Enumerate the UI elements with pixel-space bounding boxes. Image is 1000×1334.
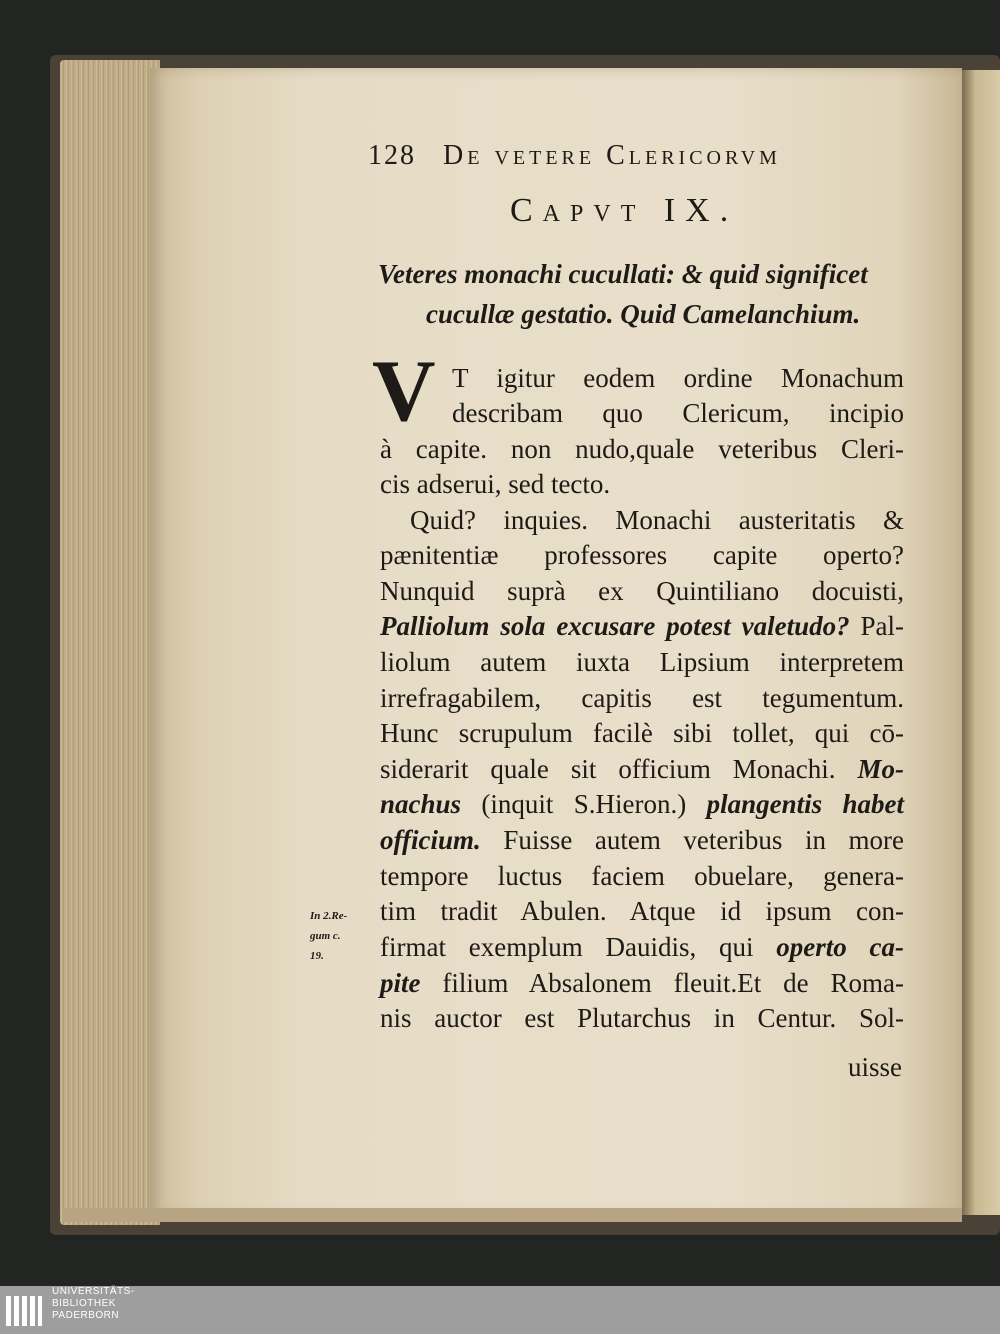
chapter-title-line: cucullæ gestatio. Quid Camelanchium. [426,299,861,329]
body-line: T igitur eodem ordine Monachum [452,363,904,393]
drop-capital: V [372,343,436,440]
margin-note-line: gum c. [310,930,341,942]
body-line [380,610,904,642]
italic-text: operto ca- [776,932,905,962]
catchword: uisse [848,1052,902,1082]
body-line: liolum autem iuxta Lipsium interpretem [380,647,904,677]
logo-line: UNIVERSITÄTS- [52,1286,135,1297]
body-line: Hunc scrupulum facilè sibi tollet, qui cō- [380,718,904,748]
library-logo-icon [4,1290,44,1330]
text: Pal- [849,611,904,641]
body-line: Nunquid suprà ex Quintiliano docuisti, [380,576,904,606]
library-logo-text [52,1286,192,1322]
italic-text: Palliolum sola excusare potest valetudo? [380,611,850,641]
text: siderarit quale sit officium Monachi. [380,754,858,784]
chapter-title-line: Veteres monachi cucullati: & quid significet [378,259,868,289]
body-line: tim tradit Abulen. Atque id ipsum con- [380,896,904,926]
italic-text: plangentis habet [706,789,904,819]
body-line: Quid? inquies. Monachi austeritatis & [410,505,904,535]
body-line: cis adserui, sed tecto. [380,469,611,499]
body-line: irrefragabilem, capitis est tegumentum. [380,683,904,713]
text: (inquit S.Hieron.) [461,789,707,819]
italic-text: officium. [380,825,481,855]
body-line [380,788,904,820]
italic-text: nachus [380,789,462,819]
text: firmat exemplum Dauidis, qui [380,932,777,962]
italic-text: Mo- [857,754,904,784]
margin-note-line: 19. [310,950,324,962]
logo-line: BIBLIOTHEK [52,1298,116,1309]
body-line [380,967,904,999]
italic-text: pite [380,968,421,998]
logo-line: PADERBORN [52,1310,120,1321]
body-line: describam quo Clericum, incipio [452,398,904,428]
page-number: 128 [368,140,416,171]
chapter-heading: Capvt IX. [510,192,739,229]
chapter-title [378,254,908,334]
text: Fuisse autem veteribus in more [480,825,904,855]
body-line: nis auctor est Plutarchus in Centur. Sol- [380,1003,904,1033]
margin-note [310,906,372,966]
body-line [380,824,904,856]
body-line: pænitentiæ professores capite operto? [380,540,904,570]
body-line: tempore luctus faciem obuelare, genera- [380,861,904,891]
body-line [380,931,904,963]
body-line [380,753,904,785]
body-line: à capite. non nudo,quale veteribus Cleri- [380,434,904,464]
running-title: De vetere Clericorvm [443,140,781,171]
running-head [368,140,858,176]
text: filium Absalonem fleuit.Et de Roma- [420,968,904,998]
margin-note-line: In 2.Re- [310,910,348,922]
